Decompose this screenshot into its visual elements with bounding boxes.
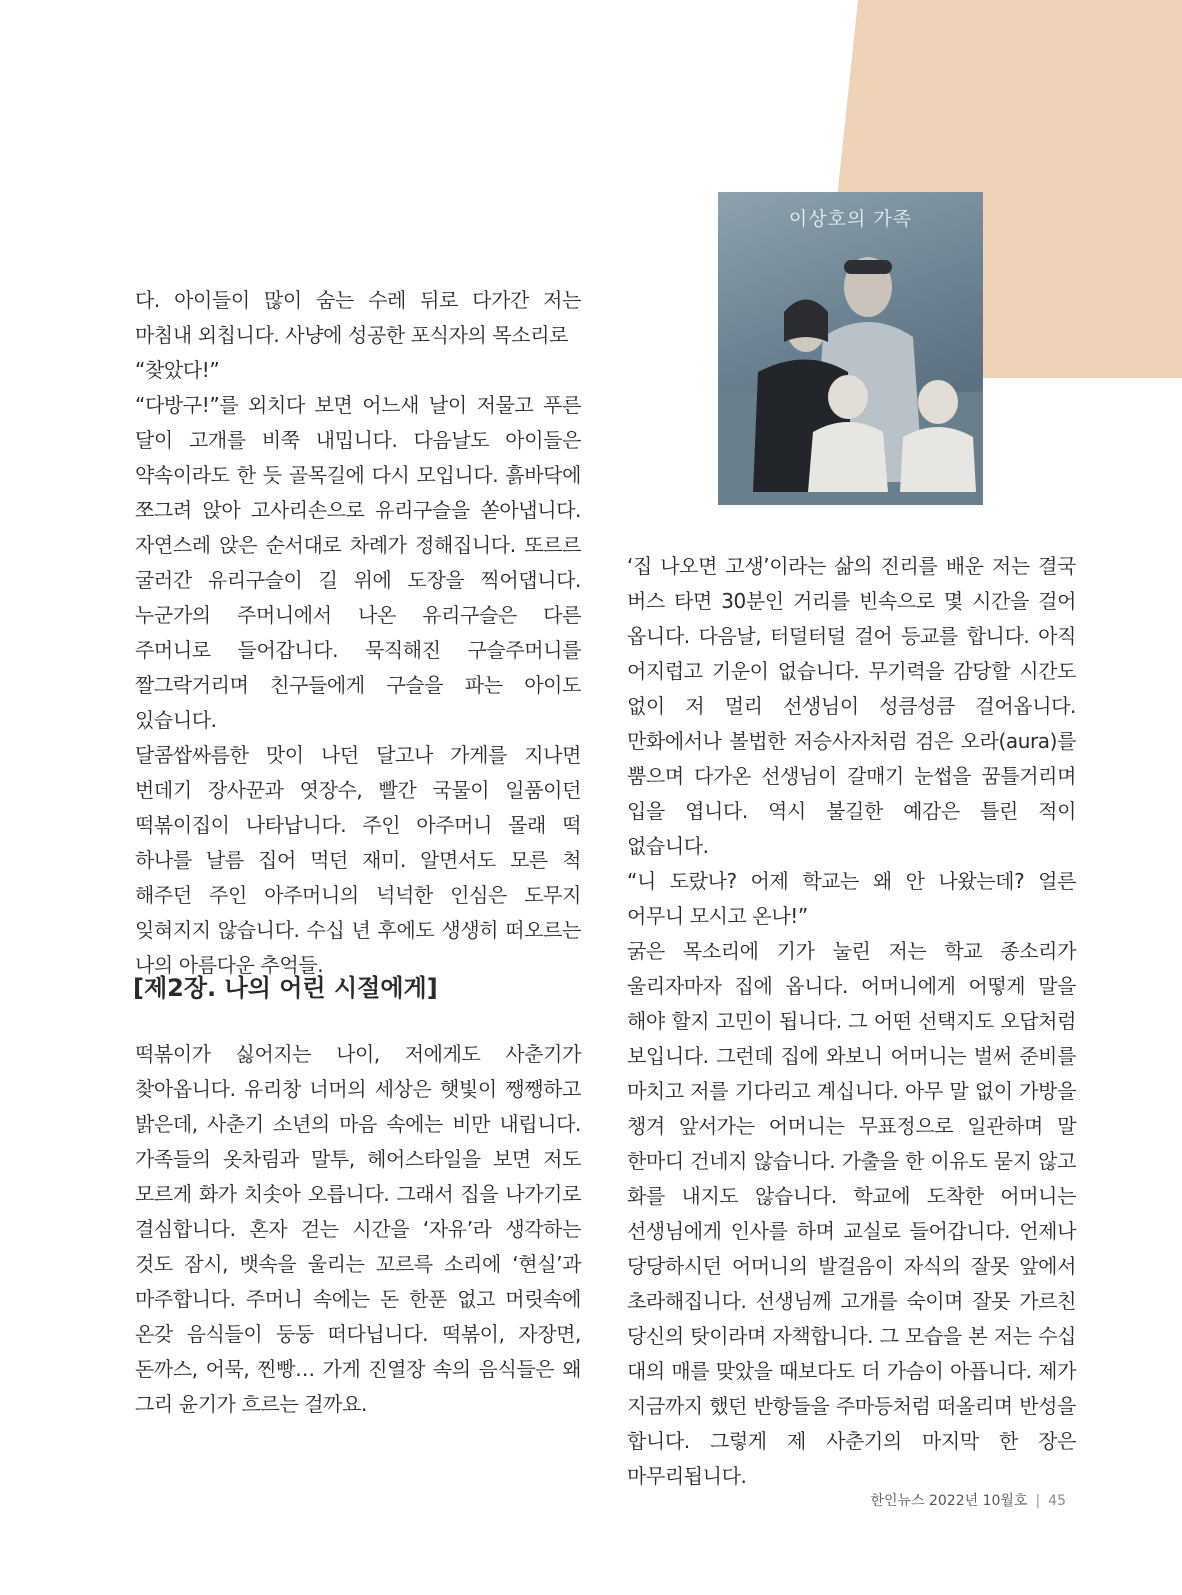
paragraph: 떡볶이가 싫어지는 나이, 저에게도 사춘기가 찾아옵니다. 유리창 너머의 세상은 햇빛이 쨍쨍하고 밝은데, 사춘기 소년의 마음 속에는 비만 내립니다. 가족들의 옷차림과 말투, 헤어스타일을 보면 저도 모르게 화가 치솟아 오릅니다. 그래서 집을 나가기로 결심합니다. 혼자 걷는 시간을 ‘자유’라 생각하는 것도 잠시, 뱃속을 울리는 꼬르륵 소리에 ‘현실’과 마주합니다. 주머니 속에는 돈 한푼 없고 머릿속에 온갖 음식들이 둥둥 떠다닙니다. 떡볶이, 자장면, 돈까스, 어묵, 찐빵… 가게 진열장 속의 음식들은 왜 그리 윤기가 흐르는 걸까요.	[135, 1042, 581, 1416]
paragraph: “니 도랐나? 어제 학교는 왜 안 나왔는데? 얼른 어무니 모시고 온나!”	[627, 869, 1076, 928]
paragraph: “찾았다!”	[135, 358, 220, 382]
paragraph: 다. 아이들이 많이 숨는 수레 뒤로 다가간 저는 마침내 외칩니다. 사냥에 성공한 포식자의 목소리로	[135, 288, 581, 347]
chapter-heading: [제2장. 나의 어린 시절에게]	[133, 974, 438, 1002]
right-column	[627, 549, 1076, 1494]
paragraph: 굵은 목소리에 기가 눌린 저는 학교 종소리가 울리자마자 집에 옵니다. 어머니에게 어떻게 말을 해야 할지 고민이 됩니다. 그 어떤 선택지도 오답처럼 보입니다. 그런데 집에 와보니 어머니는 벌써 준비를 마치고 저를 기다리고 계십니다. 아무 말 없이 가방을 챙겨 앞서가는 어머니는 무표정으로 일관하며 말 한마디 건네지 않습니다. 가출을 한 이유도 묻지 않고 화를 내지도 않습니다. 학교에 도착한 어머니는 선생님에게 인사를 하며 교실로 들어갑니다. 언제나 당당하시던 어머니의 발걸음이 자식의 잘못 앞에서 초라해집니다. 선생님께 고개를 숙이며 잘못 가르친 당신의 탓이라며 자책합니다. 그 모습을 본 저는 수십 대의 매를 맞았을 때보다도 더 가슴이 아픕니다. 제가 지금까지 했던 반항들을 주마등처럼 떠올리며 반성을 합니다. 그렇게 제 사춘기의 마지막 한 장은 마무리됩니다.	[627, 939, 1076, 1488]
paragraph: ‘집 나오면 고생’이라는 삶의 진리를 배운 저는 결국 버스 타면 30분인 거리를 빈속으로 몇 시간을 걸어 옵니다. 다음날, 터덜터덜 걸어 등교를 합니다. 아직 어지럽고 기운이 없습니다. 무기력을 감당할 시간도 없이 저 멀리 선생님이 성큼성큼 걸어옵니다. 만화에서나 볼법한 저승사자처럼 검은 오라(aura)를 뿜으며 다가온 선생님이 갈매기 눈썹을 꿈틀거리며 입을 엽니다. 역시 불길한 예감은 틀린 적이 없습니다.	[627, 554, 1076, 858]
page-footer	[870, 1490, 1066, 1510]
paragraph: “다방구!”를 외치다 보면 어느새 날이 저물고 푸른 달이 고개를 비쭉 내밉니다. 다음날도 아이들은 약속이라도 한 듯 골목길에 다시 모입니다. 흙바닥에 쪼그려 앉아 고사리손으로 유리구슬을 쏟아냅니다. 자연스레 앉은 순서대로 차례가 정해집니다. 또르르 굴러간 유리구슬이 길 위에 도장을 찍어댑니다. 누군가의 주머니에서 나온 유리구슬은 다른 주머니로 들어갑니다. 묵직해진 구슬주머니를 짤그락거리며 친구들에게 구슬을 파는 아이도 있습니다.	[135, 393, 581, 732]
page-number: 45	[1048, 1493, 1066, 1509]
photo-caption: 이상호의 가족	[788, 208, 913, 230]
left-column-lower	[135, 1037, 581, 1422]
publication-name: 한인뉴스 2022년 10월호	[870, 1493, 1028, 1509]
paragraph: 달콤쌉싸름한 맛이 나던 달고나 가게를 지나면 번데기 장사꾼과 엿장수, 빨간 국물이 일품이던 떡볶이집이 나타납니다. 주인 아주머니 몰래 떡 하나를 날름 집어 먹던 재미. 알면서도 모른 척 해주던 주인 아주머니의 넉넉한 인심은 도무지 잊혀지지 않습니다. 수십 년 후에도 생생히 떠오르는 나의 아름다운 추억들.	[135, 743, 581, 977]
footer-separator: |	[1035, 1493, 1041, 1509]
family-illustration	[718, 192, 983, 505]
left-column	[135, 283, 581, 983]
family-photo	[718, 192, 983, 505]
